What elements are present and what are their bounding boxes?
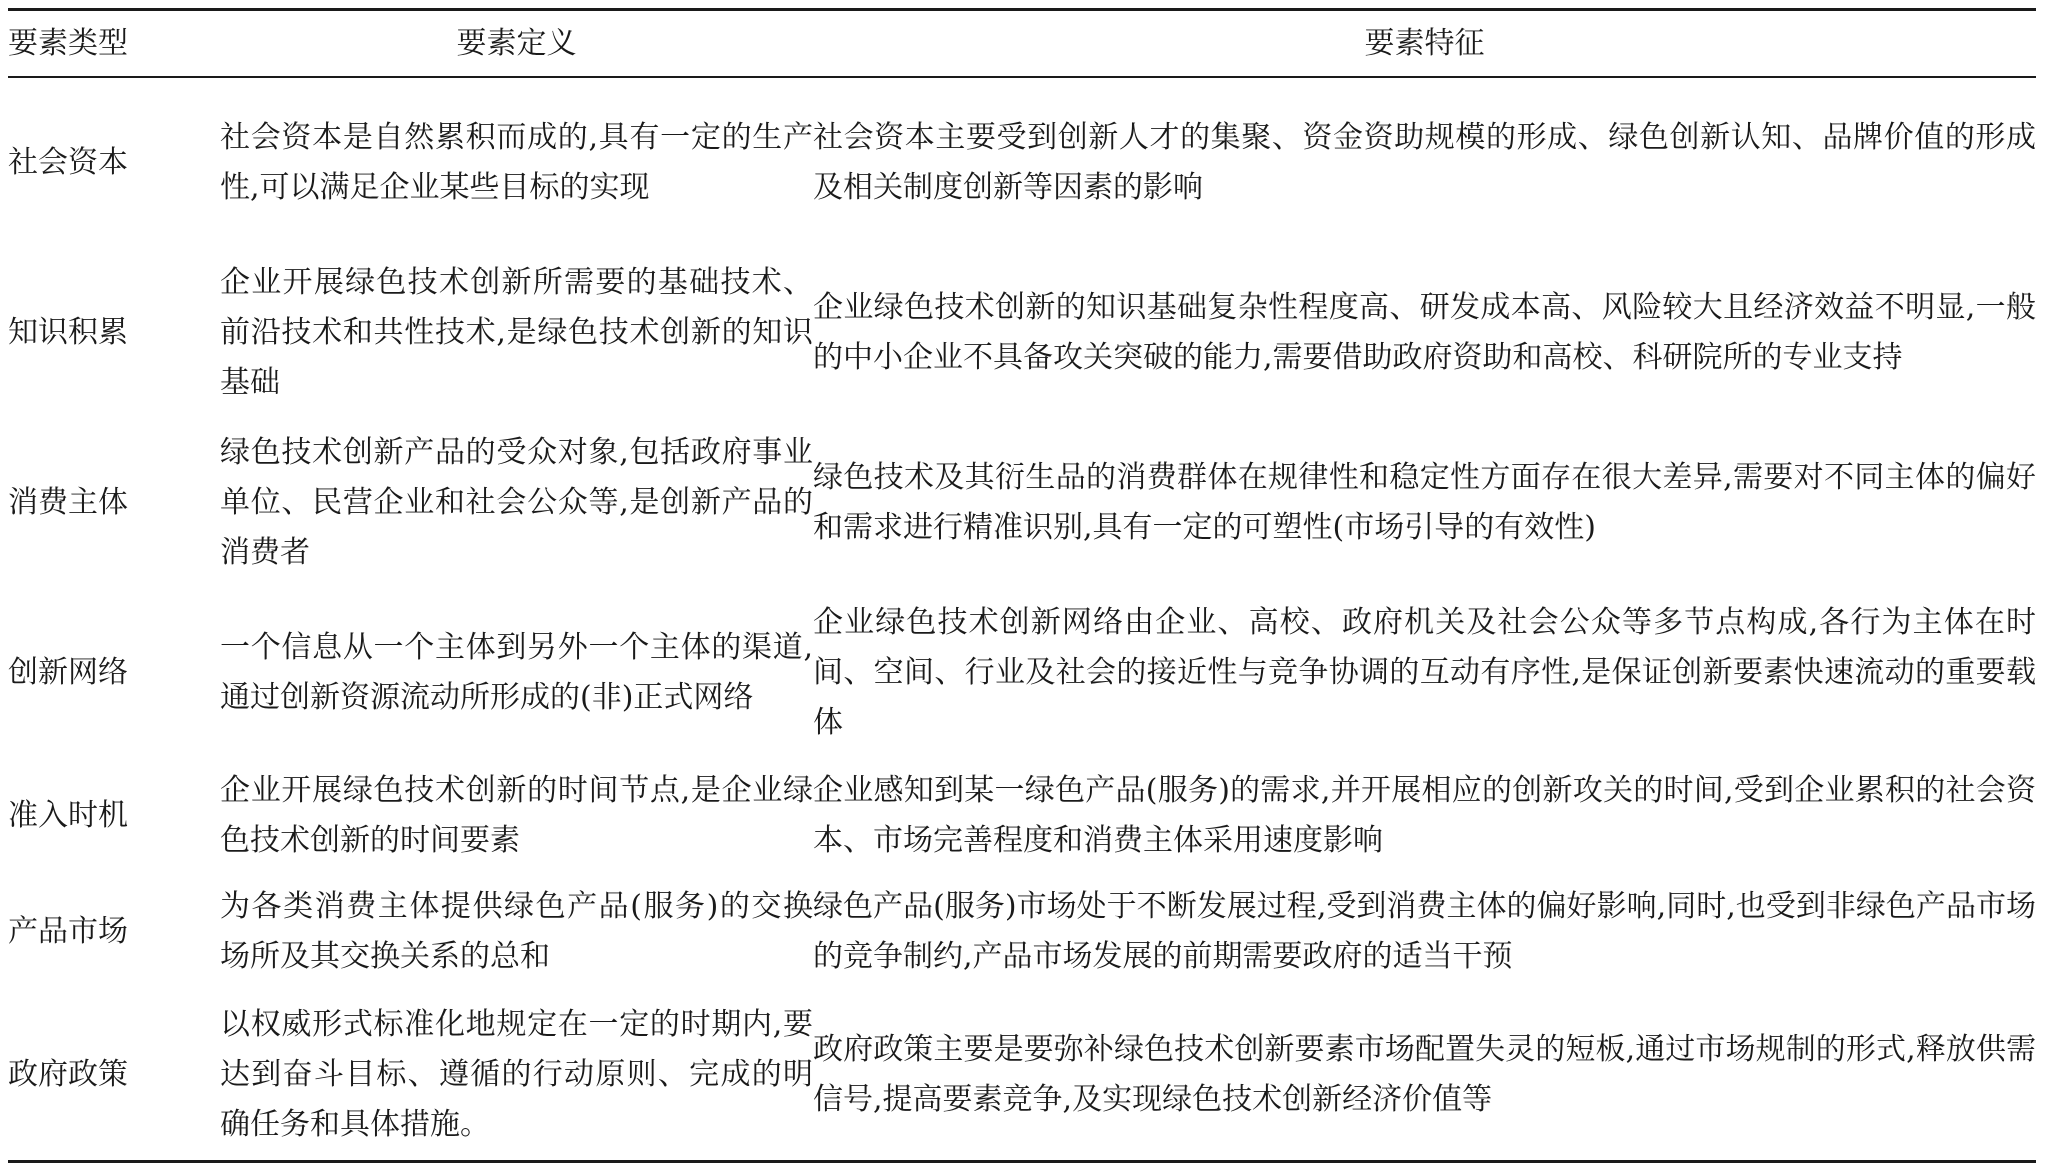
cell-element-features: 企业感知到某一绿色产品(服务)的需求,并开展相应的创新攻关的时间,受到企业累积的社会资本、市场完善程度和消费主体采用速度影响 xyxy=(813,772,2036,858)
innovation-elements-table xyxy=(8,8,2036,1163)
header-element-type: 要素类型 xyxy=(8,25,128,61)
cell-element-features: 政府政策主要是要弥补绿色技术创新要素市场配置失灵的短板,通过市场规制的形式,释放供需信号,提高要素竞争,及实现绿色技术创新经济价值等 xyxy=(813,1032,2036,1117)
table-body xyxy=(8,77,2036,1162)
header-element-features: 要素特征 xyxy=(1364,25,1485,61)
cell-element-features: 企业绿色技术创新网络由企业、高校、政府机关及社会公众等多节点构成,各行为主体在时间、空间、行业及社会的接近性与竞争协调的互动有序性,是保证创新要素快速流动的重要载体 xyxy=(813,605,2036,740)
cell-element-type: 政府政策 xyxy=(8,1057,128,1092)
cell-element-definition: 一个信息从一个主体到另外一个主体的渠道,通过创新资源流动所形成的(非)正式网络 xyxy=(220,630,813,715)
header-element-definition: 要素定义 xyxy=(456,25,577,61)
cell-element-definition: 以权威形式标准化地规定在一定的时期内,要达到奋斗目标、遵循的行动原则、完成的明确任务和具体措施。 xyxy=(220,1007,813,1142)
cell-element-features: 绿色产品(服务)市场处于不断发展过程,受到消费主体的偏好影响,同时,也受到非绿色产品市场的竞争制约,产品市场发展的前期需要政府的适当干预 xyxy=(813,888,2036,974)
cell-element-type: 准入时机 xyxy=(8,797,128,833)
table-row xyxy=(8,873,2036,990)
cell-element-definition: 社会资本是自然累积而成的,具有一定的生产性,可以满足企业某些目标的实现 xyxy=(220,120,813,205)
cell-element-features: 企业绿色技术创新的知识基础复杂性程度高、研发成本高、风险较大且经济效益不明显,一般的中小企业不具备攻关突破的能力,需要借助政府资助和高校、科研院所的专业支持 xyxy=(813,290,2036,375)
cell-element-definition: 企业开展绿色技术创新的时间节点,是企业绿色技术创新的时间要素 xyxy=(220,772,813,858)
table-row xyxy=(8,77,2036,248)
header-row xyxy=(8,10,2036,78)
cell-element-type: 社会资本 xyxy=(8,145,128,180)
table-row xyxy=(8,758,2036,873)
table-row xyxy=(8,990,2036,1162)
cell-element-type: 创新网络 xyxy=(8,655,128,690)
cell-element-type: 消费主体 xyxy=(8,485,128,520)
cell-element-type: 知识积累 xyxy=(8,315,128,350)
table-header xyxy=(8,10,2036,78)
cell-element-type: 产品市场 xyxy=(8,913,128,949)
cell-element-definition: 绿色技术创新产品的受众对象,包括政府事业单位、民营企业和社会公众等,是创新产品的消费者 xyxy=(220,435,813,570)
table-row xyxy=(8,418,2036,588)
table-row xyxy=(8,248,2036,418)
cell-element-definition: 为各类消费主体提供绿色产品(服务)的交换场所及其交换关系的总和 xyxy=(220,888,813,974)
cell-element-definition: 企业开展绿色技术创新所需要的基础技术、前沿技术和共性技术,是绿色技术创新的知识基础 xyxy=(220,265,813,400)
cell-element-features: 绿色技术及其衍生品的消费群体在规律性和稳定性方面存在很大差异,需要对不同主体的偏好和需求进行精准识别,具有一定的可塑性(市场引导的有效性) xyxy=(813,460,2036,545)
cell-element-features: 社会资本主要受到创新人才的集聚、资金资助规模的形成、绿色创新认知、品牌价值的形成及相关制度创新等因素的影响 xyxy=(813,120,2036,205)
table-row xyxy=(8,588,2036,758)
